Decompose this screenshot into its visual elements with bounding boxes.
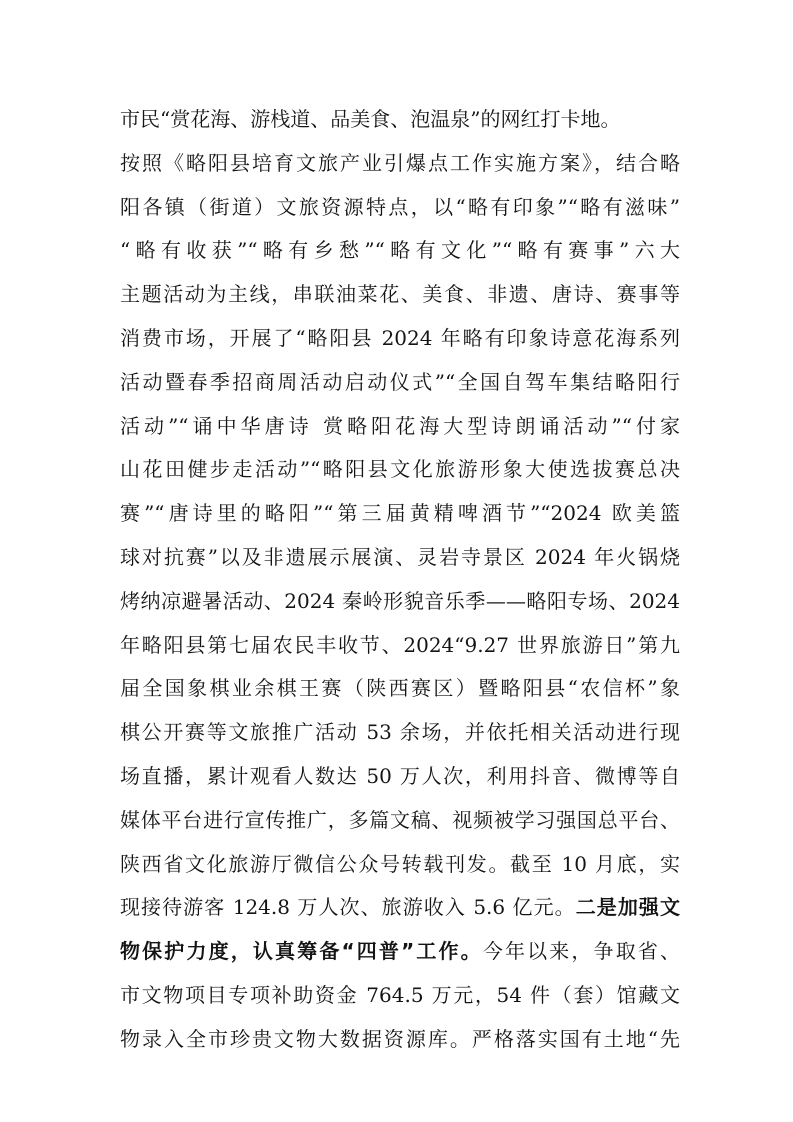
text-line-7: 活动暨春季招商周活动启动仪式”“全国自驾车集结略阳行 — [120, 369, 680, 394]
text-line-16: 场直播，累计观看人数达 50 万人次，利用抖音、微博等自 — [120, 763, 680, 788]
text-line-15: 棋公开赛等文旅推广活动 53 余场，并依托相关活动进行现 — [120, 720, 680, 745]
text-line-18: 陕西省文化旅游厅微信公众号转载刊发。截至 10 月底，实 — [120, 851, 680, 876]
text-line-4: “略有收获”“略有乡愁”“略有文化”“略有赛事”六大 — [120, 238, 680, 263]
text-line-6: 消费市场，开展了“略阳县 2024 年略有印象诗意花海系列 — [120, 325, 680, 350]
text-line-12: 烤纳凉避暑活动、2024 秦岭形貌音乐季——略阳专场、2024 — [120, 588, 680, 613]
text-line-17: 媒体平台进行宣传推广，多篇文稿、视频被学习强国总平台、 — [120, 807, 680, 832]
text-line-8: 活动”“诵中华唐诗 赏略阳花海大型诗朗诵活动”“付家 — [120, 413, 680, 438]
text-line-19 — [120, 886, 680, 930]
text-line-1: 市民“赏花海、游栈道、品美食、泡温泉”的网红打卡地。 — [120, 107, 621, 131]
text-line-9: 山花田健步走活动”“略阳县文化旅游形象大使选拔赛总决 — [120, 457, 680, 482]
text-line-20 — [120, 930, 680, 974]
text-line-19-normal: 现接待游客 124.8 万人次、旅游收入 5.6 亿元。 — [120, 895, 576, 920]
text-line-11: 球对抗赛”以及非遗展示展演、灵岩寺景区 2024 年火锅烧 — [120, 544, 680, 569]
text-line-14: 届全国象棋业余棋王赛（陕西赛区）暨略阳县“农信杯”象 — [120, 676, 680, 701]
text-line-22: 物录入全市珍贵文物大数据资源库。严格落实国有土地“先 — [120, 1026, 680, 1051]
section-heading-2-start: 二是加强文 — [575, 895, 680, 920]
section-heading-2-end: 物保护力度，认真筹备“四普”工作。 — [120, 939, 483, 964]
text-line-3: 阳各镇（街道）文旅资源特点，以“略有印象”“略有滋味” — [120, 194, 680, 219]
text-line-5: 主题活动为主线，串联油菜花、美食、非遗、唐诗、赛事等 — [120, 282, 680, 307]
text-line-2: 按照《略阳县培育文旅产业引爆点工作实施方案》，结合略 — [120, 150, 680, 175]
text-line-20-normal: 今年以来，争取省、 — [482, 939, 680, 964]
text-line-21: 市文物项目专项补助资金 764.5 万元，54 件（套）馆藏文 — [120, 982, 680, 1007]
text-line-10: 赛”“唐诗里的略阳”“第三届黄精啤酒节”“2024 欧美篮 — [120, 501, 680, 526]
text-line-13: 年略阳县第七届农民丰收节、2024“9.27 世界旅游日”第九 — [120, 632, 680, 657]
body-text — [120, 98, 680, 1062]
